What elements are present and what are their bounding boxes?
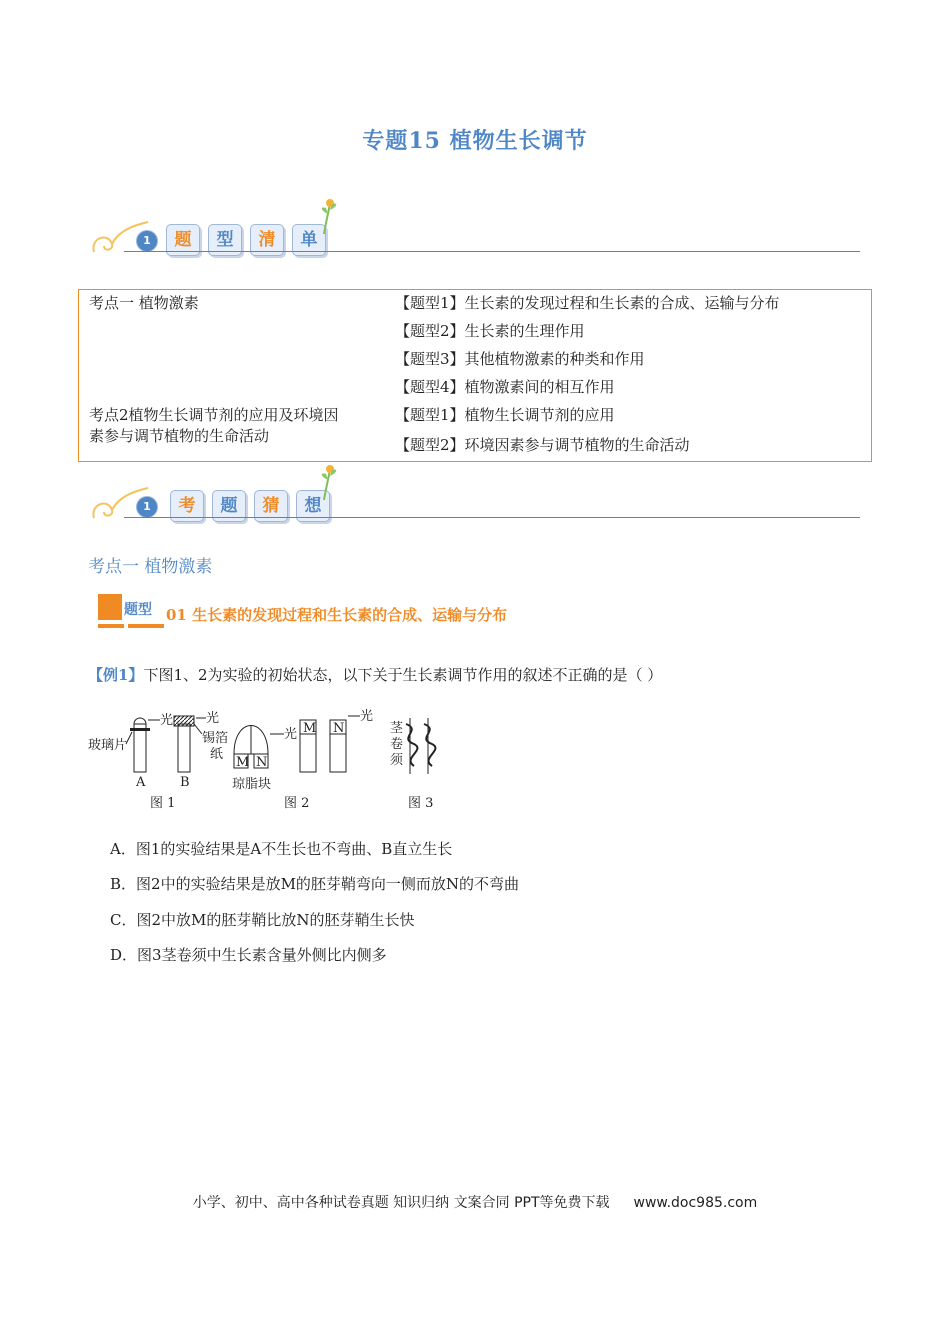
label-glass: 玻璃片: [88, 738, 128, 753]
badge-label: 题型: [124, 602, 152, 618]
option-d: D．图3茎卷须中生长素含量外侧比内侧多: [110, 946, 387, 964]
sprout-icon: [316, 196, 342, 236]
label-light: 光: [284, 727, 298, 742]
table-item: 【题型1】植物生长调节剂的应用: [395, 406, 615, 424]
label-N: N: [256, 755, 268, 770]
option-b: B．图2中的实验结果是放M的胚芽鞘弯向一侧而放N的不弯曲: [110, 875, 520, 893]
label-M: M: [236, 755, 250, 770]
banner-char: 考: [170, 490, 204, 522]
question-type-badge-icon: [98, 594, 164, 632]
question-type-table: [78, 289, 872, 462]
question-type-title: 01 生长素的发现过程和生长素的合成、运输与分布: [166, 606, 508, 624]
table-kaodian-1: 考点一 植物激素: [89, 294, 199, 312]
label-light: 光: [160, 713, 174, 728]
section-heading: 考点一 植物激素: [88, 557, 213, 577]
example-text: 下图1、2为实验的初始状态，以下关于生长素调节作用的叙述不正确的是（ ）: [143, 666, 663, 684]
label-tendril-2: 卷: [390, 737, 404, 752]
option-a: A．图1的实验结果是A不生长也不弯曲、B直立生长: [110, 840, 453, 858]
banner-number-badge: 1: [136, 230, 158, 252]
banner-rule: [124, 251, 860, 252]
label-foil-1: 锡箔: [202, 731, 229, 746]
caption-fig3: 图 3: [408, 796, 434, 811]
footer-text: 小学、初中、高中各种试卷真题 知识归纳 文案合同 PPT等免费下载: [192, 1195, 610, 1211]
banner-char: 型: [208, 224, 242, 256]
label-tendril-3: 须: [390, 753, 404, 768]
banner-char: 单: [292, 224, 326, 256]
label-foil-2: 纸: [210, 747, 224, 762]
banner-number-badge: 1: [136, 496, 158, 518]
caption-fig2: 图 2: [284, 796, 310, 811]
label-agar: 琼脂块: [232, 777, 272, 792]
experiment-figure: [88, 704, 448, 814]
section-banner-question-list: [90, 200, 860, 270]
table-item: 【题型2】环境因素参与调节植物的生命活动: [395, 436, 690, 454]
page-title: 专题15 植物生长调节: [362, 128, 588, 154]
sprout-icon: [316, 462, 342, 502]
label-N: N: [333, 721, 345, 736]
banner-rule: [124, 517, 860, 518]
caption-fig1: 图 1: [150, 796, 176, 811]
banner-char: 题: [166, 224, 200, 256]
example-tag: 【例1】: [88, 666, 144, 684]
label-light: 光: [360, 709, 374, 724]
label-light: 光: [206, 711, 220, 726]
table-item: 【题型4】植物激素间的相互作用: [395, 378, 615, 396]
table-kaodian-2-line1: 考点2植物生长调节剂的应用及环境因: [89, 406, 339, 424]
option-c: C．图2中放M的胚芽鞘比放N的胚芽鞘生长快: [110, 911, 415, 929]
label-B: B: [180, 775, 190, 790]
example-question: [88, 664, 662, 685]
banner-char: 猜: [254, 490, 288, 522]
banner-char: 想: [296, 490, 330, 522]
page-footer: [0, 1192, 950, 1212]
footer-url[interactable]: www.doc985.com: [633, 1195, 758, 1211]
section-banner-exam-prediction: [90, 466, 860, 536]
label-tendril-1: 茎: [390, 721, 404, 736]
banner-char: 清: [250, 224, 284, 256]
table-item: 【题型3】其他植物激素的种类和作用: [395, 350, 645, 368]
label-M: M: [303, 721, 317, 736]
banner-char: 题: [212, 490, 246, 522]
table-item: 【题型2】生长素的生理作用: [395, 322, 585, 340]
table-kaodian-2-line2: 素参与调节植物的生命活动: [89, 427, 270, 445]
label-A: A: [136, 775, 146, 790]
table-item: 【题型1】生长素的发现过程和生长素的合成、运输与分布: [395, 294, 780, 312]
